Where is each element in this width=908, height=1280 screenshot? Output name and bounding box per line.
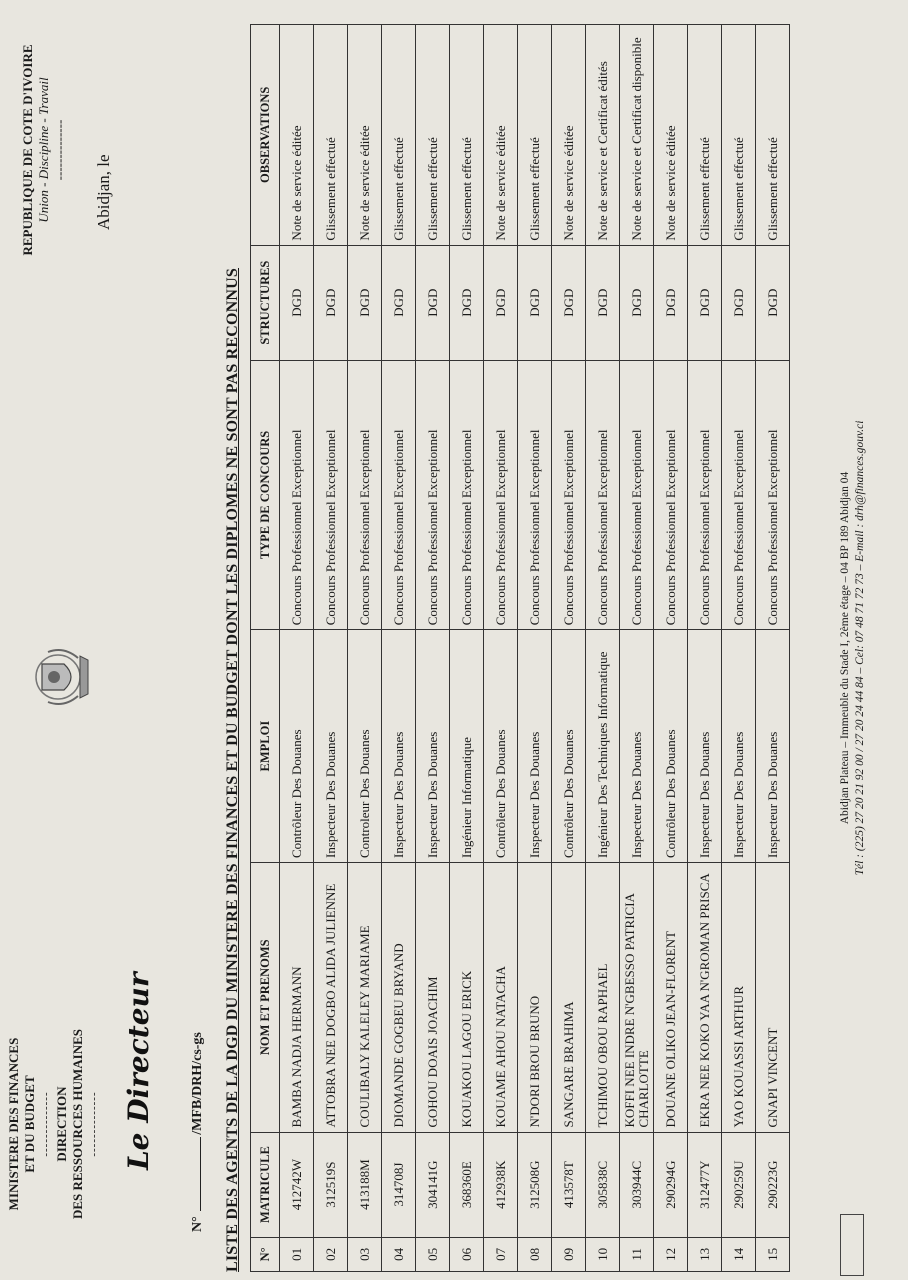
table-row bbox=[382, 25, 416, 1272]
reference-number bbox=[190, 1032, 206, 1232]
row-concours: Concours Professionnel Exceptionnel bbox=[314, 360, 348, 630]
row-matricule: 312477Y bbox=[688, 1132, 722, 1237]
reference-suffix: /MFB/DRH/cs-gs bbox=[190, 1032, 205, 1135]
row-name: KOUAME AHOU NATACHA bbox=[484, 863, 518, 1133]
row-emploi: Contrôleur Des Douanes bbox=[552, 630, 586, 863]
table-row bbox=[586, 25, 620, 1272]
row-number: 03 bbox=[348, 1237, 382, 1271]
row-concours: Concours Professionnel Exceptionnel bbox=[280, 360, 314, 630]
header-observations: OBSERVATIONS bbox=[251, 25, 280, 246]
row-name: BAMBA NADJA HERMANN bbox=[280, 863, 314, 1133]
row-emploi: Contrôleur Des Douanes bbox=[280, 630, 314, 863]
row-concours: Concours Professionnel Exceptionnel bbox=[416, 360, 450, 630]
footer bbox=[838, 24, 868, 1272]
row-concours: Concours Professionnel Exceptionnel bbox=[586, 360, 620, 630]
row-structure: DGD bbox=[722, 245, 756, 360]
row-concours: Concours Professionnel Exceptionnel bbox=[518, 360, 552, 630]
table-row bbox=[484, 25, 518, 1272]
document-title: LISTE DES AGENTS DE LA DGD DU MINISTERE DES FINANCES ET DU BUDGET DONT LES DIPLOMES NE SONT PAS RECONNUS bbox=[224, 267, 241, 1272]
row-concours: Concours Professionnel Exceptionnel bbox=[688, 360, 722, 630]
row-name: TCHIMOU OBOU RAPHAEL bbox=[586, 863, 620, 1133]
footer-address: Abidjan Plateau – Immeuble du Stade I, 2ème étage – 04 BP 189 Abidjan 04 bbox=[839, 471, 851, 825]
row-structure: DGD bbox=[280, 245, 314, 360]
table-row bbox=[416, 25, 450, 1272]
header-divider: -------------- bbox=[40, 1091, 52, 1157]
ministry-header bbox=[6, 974, 102, 1274]
row-matricule: 368360E bbox=[450, 1132, 484, 1237]
republic-divider: -------------- bbox=[52, 119, 67, 181]
row-name: GOHOU DOAIS JOACHIM bbox=[416, 863, 450, 1133]
row-structure: DGD bbox=[654, 245, 688, 360]
row-name: DOUANE OLIKO JEAN-FLORENT bbox=[654, 863, 688, 1133]
table-body bbox=[280, 25, 790, 1272]
republic-header bbox=[20, 20, 68, 280]
row-name: GNAPI VINCENT bbox=[756, 863, 790, 1133]
row-structure: DGD bbox=[450, 245, 484, 360]
row-emploi: Inspecteur Des Douanes bbox=[382, 630, 416, 863]
row-concours: Concours Professionnel Exceptionnel bbox=[552, 360, 586, 630]
table-row bbox=[620, 25, 654, 1272]
header-number: N° bbox=[251, 1237, 280, 1271]
row-emploi: Inspecteur Des Douanes bbox=[722, 630, 756, 863]
row-name: SANGARE BRAHIMA bbox=[552, 863, 586, 1133]
row-matricule: 413188M bbox=[348, 1132, 382, 1237]
republic-name: REPUBLIQUE DE COTE D'IVOIRE bbox=[20, 44, 35, 256]
row-emploi: Contrôleur Des Douanes bbox=[484, 630, 518, 863]
row-emploi: Ingénieur Informatique bbox=[450, 630, 484, 863]
header-matricule: MATRICULE bbox=[251, 1132, 280, 1237]
row-observation: Glissement effectué bbox=[416, 25, 450, 246]
row-structure: DGD bbox=[552, 245, 586, 360]
row-matricule: 413578T bbox=[552, 1132, 586, 1237]
ministry-name: MINISTERE DES FINANCES bbox=[6, 1037, 21, 1211]
row-name: ATTOBRA NEE DOGBO ALIDA JULIENNE bbox=[314, 863, 348, 1133]
row-number: 09 bbox=[552, 1237, 586, 1271]
row-observation: Note de service éditée bbox=[280, 25, 314, 246]
row-observation: Glissement effectué bbox=[518, 25, 552, 246]
row-emploi: Inspecteur Des Douanes bbox=[314, 630, 348, 863]
table-row bbox=[688, 25, 722, 1272]
table-row bbox=[280, 25, 314, 1272]
table-row bbox=[654, 25, 688, 1272]
row-matricule: 314708J bbox=[382, 1132, 416, 1237]
row-number: 02 bbox=[314, 1237, 348, 1271]
hr-direction-label: DES RESSOURCES HUMAINES bbox=[70, 1029, 85, 1219]
coat-of-arms-icon bbox=[28, 642, 98, 712]
row-structure: DGD bbox=[756, 245, 790, 360]
row-emploi: Inspecteur Des Douanes bbox=[518, 630, 552, 863]
row-matricule: 305838C bbox=[586, 1132, 620, 1237]
republic-motto: Union - Discipline - Travail bbox=[36, 77, 51, 223]
row-observation: Note de service éditée bbox=[552, 25, 586, 246]
row-name: KOFFI NEE INDRE N'GBESSO PATRICIA CHARLOTTE bbox=[620, 863, 654, 1133]
row-observation: Glissement effectué bbox=[450, 25, 484, 246]
header-concours: TYPE DE CONCOURS bbox=[251, 360, 280, 630]
row-observation: Note de service éditée bbox=[484, 25, 518, 246]
row-number: 11 bbox=[620, 1237, 654, 1271]
row-matricule: 303944C bbox=[620, 1132, 654, 1237]
row-structure: DGD bbox=[348, 245, 382, 360]
row-observation: Note de service et Certificat disponible bbox=[620, 25, 654, 246]
header-divider-2: -------------- bbox=[88, 1091, 100, 1157]
row-number: 15 bbox=[756, 1237, 790, 1271]
row-matricule: 290259U bbox=[722, 1132, 756, 1237]
row-name: DIOMANDE GOGBEU BRYAND bbox=[382, 863, 416, 1133]
row-emploi: Inspecteur Des Douanes bbox=[756, 630, 790, 863]
ministry-budget: ET DU BUDGET bbox=[22, 1075, 37, 1173]
director-signature: Le Directeur bbox=[122, 972, 155, 1170]
table-row bbox=[756, 25, 790, 1272]
row-observation: Glissement effectué bbox=[688, 25, 722, 246]
row-number: 01 bbox=[280, 1237, 314, 1271]
row-matricule: 304141G bbox=[416, 1132, 450, 1237]
row-emploi: Contrôleur Des Douanes bbox=[654, 630, 688, 863]
row-concours: Concours Professionnel Exceptionnel bbox=[756, 360, 790, 630]
row-structure: DGD bbox=[518, 245, 552, 360]
row-matricule: 290294G bbox=[654, 1132, 688, 1237]
row-number: 08 bbox=[518, 1237, 552, 1271]
row-observation: Note de service éditée bbox=[348, 25, 382, 246]
row-observation: Glissement effectué bbox=[314, 25, 348, 246]
row-number: 13 bbox=[688, 1237, 722, 1271]
row-structure: DGD bbox=[416, 245, 450, 360]
table-row bbox=[518, 25, 552, 1272]
row-name: COULIBALY KALELEY MARIAME bbox=[348, 863, 382, 1133]
row-number: 06 bbox=[450, 1237, 484, 1271]
row-number: 07 bbox=[484, 1237, 518, 1271]
direction-label: DIRECTION bbox=[54, 1086, 69, 1162]
row-structure: DGD bbox=[314, 245, 348, 360]
date-line: Abidjan, le bbox=[94, 154, 113, 230]
reference-prefix: N° bbox=[190, 1216, 205, 1232]
row-observation: Glissement effectué bbox=[722, 25, 756, 246]
row-emploi: Ingénieur Des Techniques Informatique bbox=[586, 630, 620, 863]
row-matricule: 312519S bbox=[314, 1132, 348, 1237]
row-number: 04 bbox=[382, 1237, 416, 1271]
row-name: N'DORI BROU BRUNO bbox=[518, 863, 552, 1133]
row-concours: Concours Professionnel Exceptionnel bbox=[450, 360, 484, 630]
row-concours: Concours Professionnel Exceptionnel bbox=[722, 360, 756, 630]
row-structure: DGD bbox=[586, 245, 620, 360]
table-row bbox=[348, 25, 382, 1272]
row-emploi: Controleur Des Douanes bbox=[348, 630, 382, 863]
row-matricule: 412742W bbox=[280, 1132, 314, 1237]
row-name: EKRA NEE KOKO YAA N'GROMAN PRISCA bbox=[688, 863, 722, 1133]
row-matricule: 290223G bbox=[756, 1132, 790, 1237]
row-number: 14 bbox=[722, 1237, 756, 1271]
row-matricule: 412938K bbox=[484, 1132, 518, 1237]
row-name: KOUAKOU LAGOU ERICK bbox=[450, 863, 484, 1133]
row-concours: Concours Professionnel Exceptionnel bbox=[620, 360, 654, 630]
row-structure: DGD bbox=[382, 245, 416, 360]
row-observation: Note de service et Certificat édités bbox=[586, 25, 620, 246]
row-structure: DGD bbox=[688, 245, 722, 360]
row-concours: Concours Professionnel Exceptionnel bbox=[654, 360, 688, 630]
reference-blank bbox=[200, 1137, 201, 1211]
row-structure: DGD bbox=[620, 245, 654, 360]
row-structure: DGD bbox=[484, 245, 518, 360]
row-concours: Concours Professionnel Exceptionnel bbox=[348, 360, 382, 630]
row-observation: Note de service éditée bbox=[654, 25, 688, 246]
row-emploi: Inspecteur Des Douanes bbox=[416, 630, 450, 863]
table-row bbox=[314, 25, 348, 1272]
header-emploi: EMPLOI bbox=[251, 630, 280, 863]
row-observation: Glissement effectué bbox=[382, 25, 416, 246]
row-name: YAO KOUASSI ARTHUR bbox=[722, 863, 756, 1133]
row-number: 05 bbox=[416, 1237, 450, 1271]
row-observation: Glissement effectué bbox=[756, 25, 790, 246]
row-concours: Concours Professionnel Exceptionnel bbox=[382, 360, 416, 630]
footer-contact: Tél : (225) 27 20 21 92 00 / 27 20 24 44 84 – Cel: 07 48 71 72 73 – E-mail : drh@finances.gouv.ci bbox=[854, 420, 866, 876]
row-matricule: 312508G bbox=[518, 1132, 552, 1237]
row-number: 12 bbox=[654, 1237, 688, 1271]
table-header-row bbox=[251, 25, 280, 1272]
row-emploi: Inspecteur Des Douanes bbox=[620, 630, 654, 863]
row-emploi: Inspecteur Des Douanes bbox=[688, 630, 722, 863]
table-row bbox=[552, 25, 586, 1272]
header-structures: STRUCTURES bbox=[251, 245, 280, 360]
header-name: NOM ET PRENOMS bbox=[251, 863, 280, 1133]
row-concours: Concours Professionnel Exceptionnel bbox=[484, 360, 518, 630]
table-row bbox=[450, 25, 484, 1272]
table-row bbox=[722, 25, 756, 1272]
row-number: 10 bbox=[586, 1237, 620, 1271]
agents-table bbox=[250, 24, 790, 1272]
